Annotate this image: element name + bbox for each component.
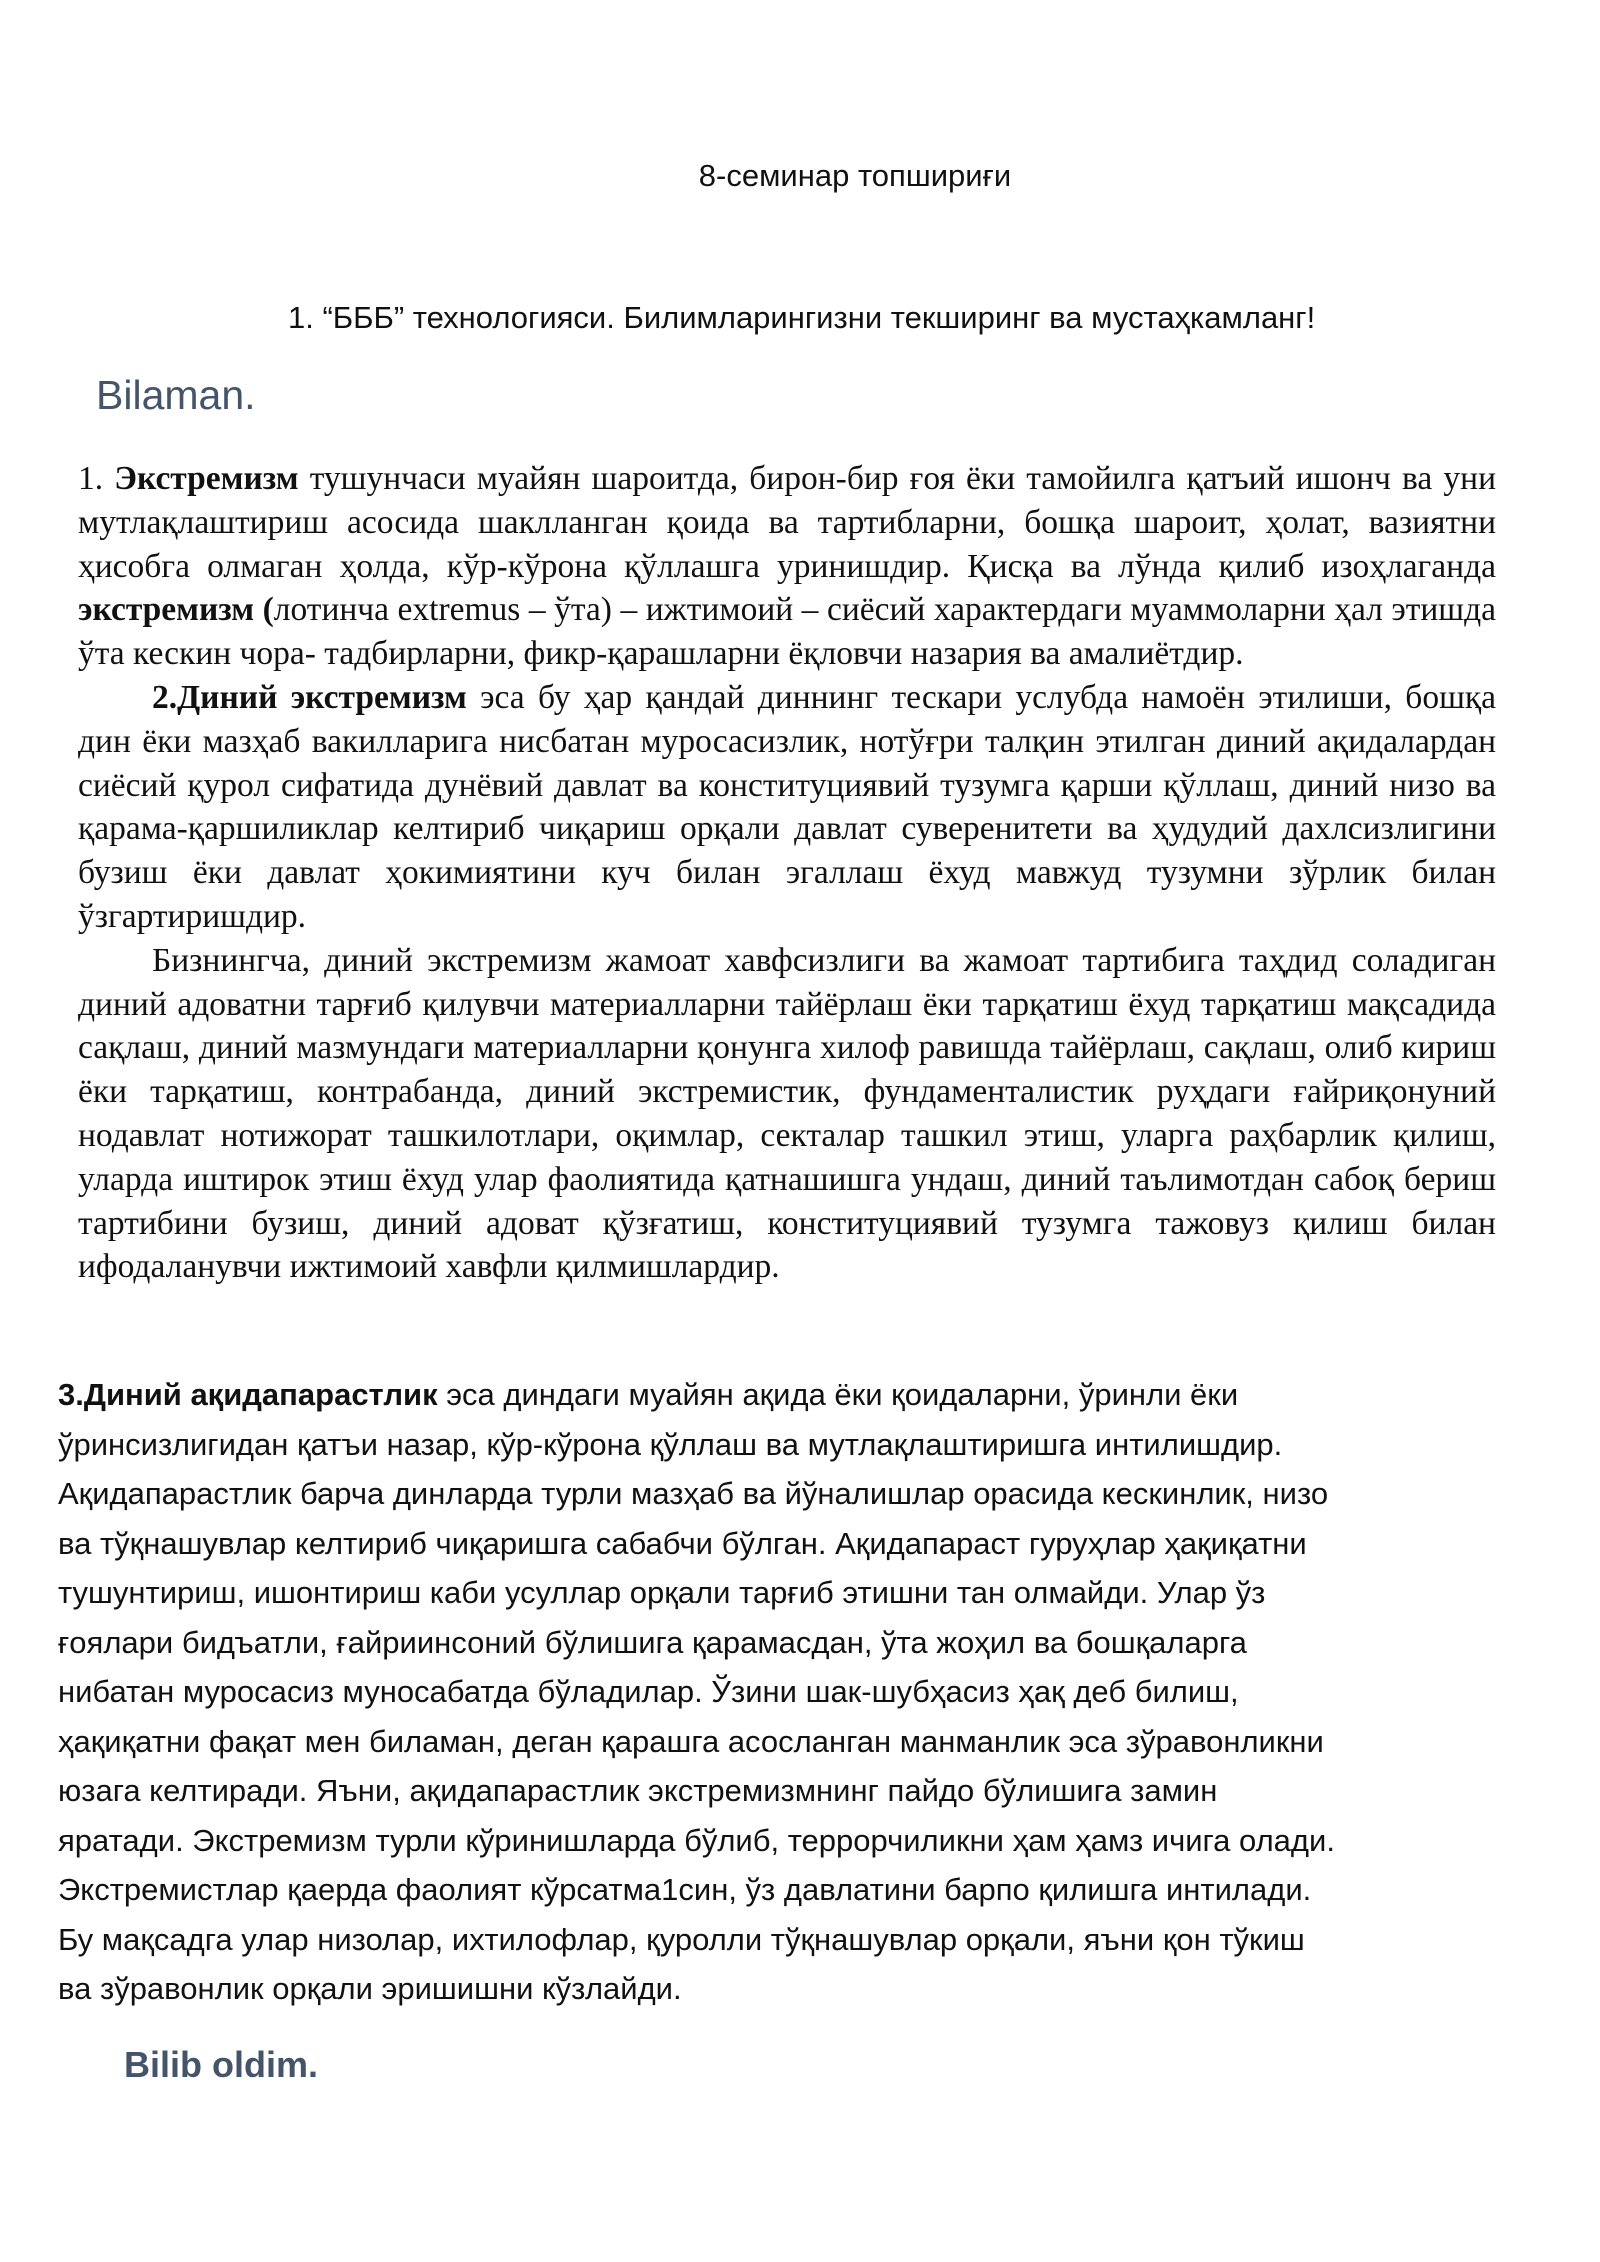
paragraph-opinion [78,939,1496,1289]
p2-text: эса бу ҳар қандай диннинг тескари услубда намоён этилиши, бошқа дин ёки мазҳаб вакилларига нисбатан муросасизлик, нотўғри талқин этилган диний ақидалардан сиёсий қурол сифатида дунёвий давлат ва конституциявий тузумга қарши қўллаш, диний низо ва қарама-қаршиликлар келтириб чиқариш орқали давлат суверенитети ва ҳудудий дахлсизлигини бузиш ёки давлат ҳокимиятини куч билан эгаллаш ёхуд мавжуд тузумни зўрлик билан ўзгартиришдир. [78,678,1497,935]
p4-line: ва тўқнашувлар келтириб чиқаришга сабабчи бўлган. Ақидапараст гуруҳлар ҳақиқатни [58,1525,1307,1561]
p4-line: ўринсизлигидан қатъи назар, кўр-кўрона қўллаш ва мутлақлаштиришга интилишдир. [58,1426,1283,1462]
p4-line [58,1370,1508,1420]
p4-term: 3.Диний ақидапарастлик [58,1377,438,1412]
p4-line: ҳақиқатни фақат мен биламан, деган қарашга асосланган манманлик эса зўравонликни [58,1723,1324,1759]
paragraph-religious-extremism [78,676,1496,939]
page-title: 8-семинар топшириғи [698,158,1012,193]
p4-line-text: эса диндаги муайян ақида ёки қоидаларни, ўринли ёки [437,1377,1239,1412]
p4-line: Бу мақсадга улар низолар, ихтилофлар, қуролли тўқнашувлар орқали, яъни қон тўкиш [58,1921,1305,1957]
p4-line: Ақидапарастлик барча динларда турли мазҳаб ва йўналишлар орасида кескинлик, низо [58,1476,1329,1511]
serif-text-block [78,457,1496,1289]
sans-text-block [58,1370,1508,2014]
p4-line: тушунтириш, ишонтириш каби усуллар орқали тарғиб этишни тан олмайди. Улар ўз [58,1575,1266,1610]
p4-line: юзага келтиради. Яъни, ақидапарастлик экстремизмнинг пайдо бўлишига замин [58,1773,1218,1808]
p4-line: яратади. Экстремизм турли кўринишларда бўлиб, террорчиликни ҳам ҳамз ичига олади. [58,1822,1335,1858]
p4-line: ва зўравонлик орқали эришишни кўзлайди. [58,1971,682,2006]
p4-line: Экстремистлар қаерда фаолият кўрсатма1син, ўз давлатини барпо қилишга интилади. [58,1872,1312,1907]
task-line: 1. “БББ” технологияси. Билимларингизни текширинг ва мустаҳкамланг! [288,300,1316,335]
p4-line: ғоялари бидъатли, ғайриинсоний бўлишига қарамасдан, ўта жоҳил ва бошқаларга [58,1624,1247,1660]
p2-term: 2.Диний экстремизм [152,678,467,716]
p1-term: Экстремизм [114,460,299,497]
paragraph-extremism [78,457,1496,676]
p4-line: нибатан муросасиз муносабатда бўладилар. Ўзини шак-шубҳасиз ҳақ деб билиш, [58,1674,1239,1709]
heading-bilib-oldim: Bilib oldim. [124,2044,318,2085]
heading-bilaman: Bilaman. [96,372,256,418]
p1-text-2: лотинча extremus – ўта) – ижтимоий – сиёсий характердаги муаммоларни ҳал этишда ўта кескин чора- тадбирларни, фикр-қарашларни ёқловчи назария ва амалиётдир. [78,591,1496,673]
p1-number: 1. [78,460,115,497]
p1-text-1: тушунчаси муайян шароитда, бирон-бир ғоя ёки тамойилга қатъий ишонч ва уни мутлақлаштириш асосида шаклланган қоида ва тартибларни, бошқа шароит, ҳолат, вазиятни ҳисобга олмаган ҳолда, кўр-кўрона қўллашга уринишдир. Қисқа ва лўнда қилиб изоҳлаганда [78,460,1496,585]
p1-term-2: экстремизм ( [78,591,274,629]
p3-text: Бизнингча, диний экстремизм жамоат хавфсизлиги ва жамоат тартибига таҳдид соладиган диний адоватни тарғиб қилувчи материалларни тайёрлаш ёки тарқатиш ёхуд тарқатиш мақсадида сақлаш, диний мазмундаги материалларни қонунга хилоф равишда тайёрлаш, сақлаш, олиб кириш ёки тарқатиш, контрабанда, диний экстремистик, фундаменталистик руҳдаги ғайриқонуний нодавлат нотижорат ташкилотлари, оқимлар, секталар ташкил этиш, уларга раҳбарлик қилиш, уларда иштирок этиш ёхуд улар фаолиятида қатнашишга ундаш, диний таълимотдан сабоқ бериш тартибини бузиш, диний адоват қўзғатиш, конституциявий тузумга тажовуз қилиш билан ифодаланувчи ижтимоий хавфли қилмишлардир. [78,941,1496,1286]
